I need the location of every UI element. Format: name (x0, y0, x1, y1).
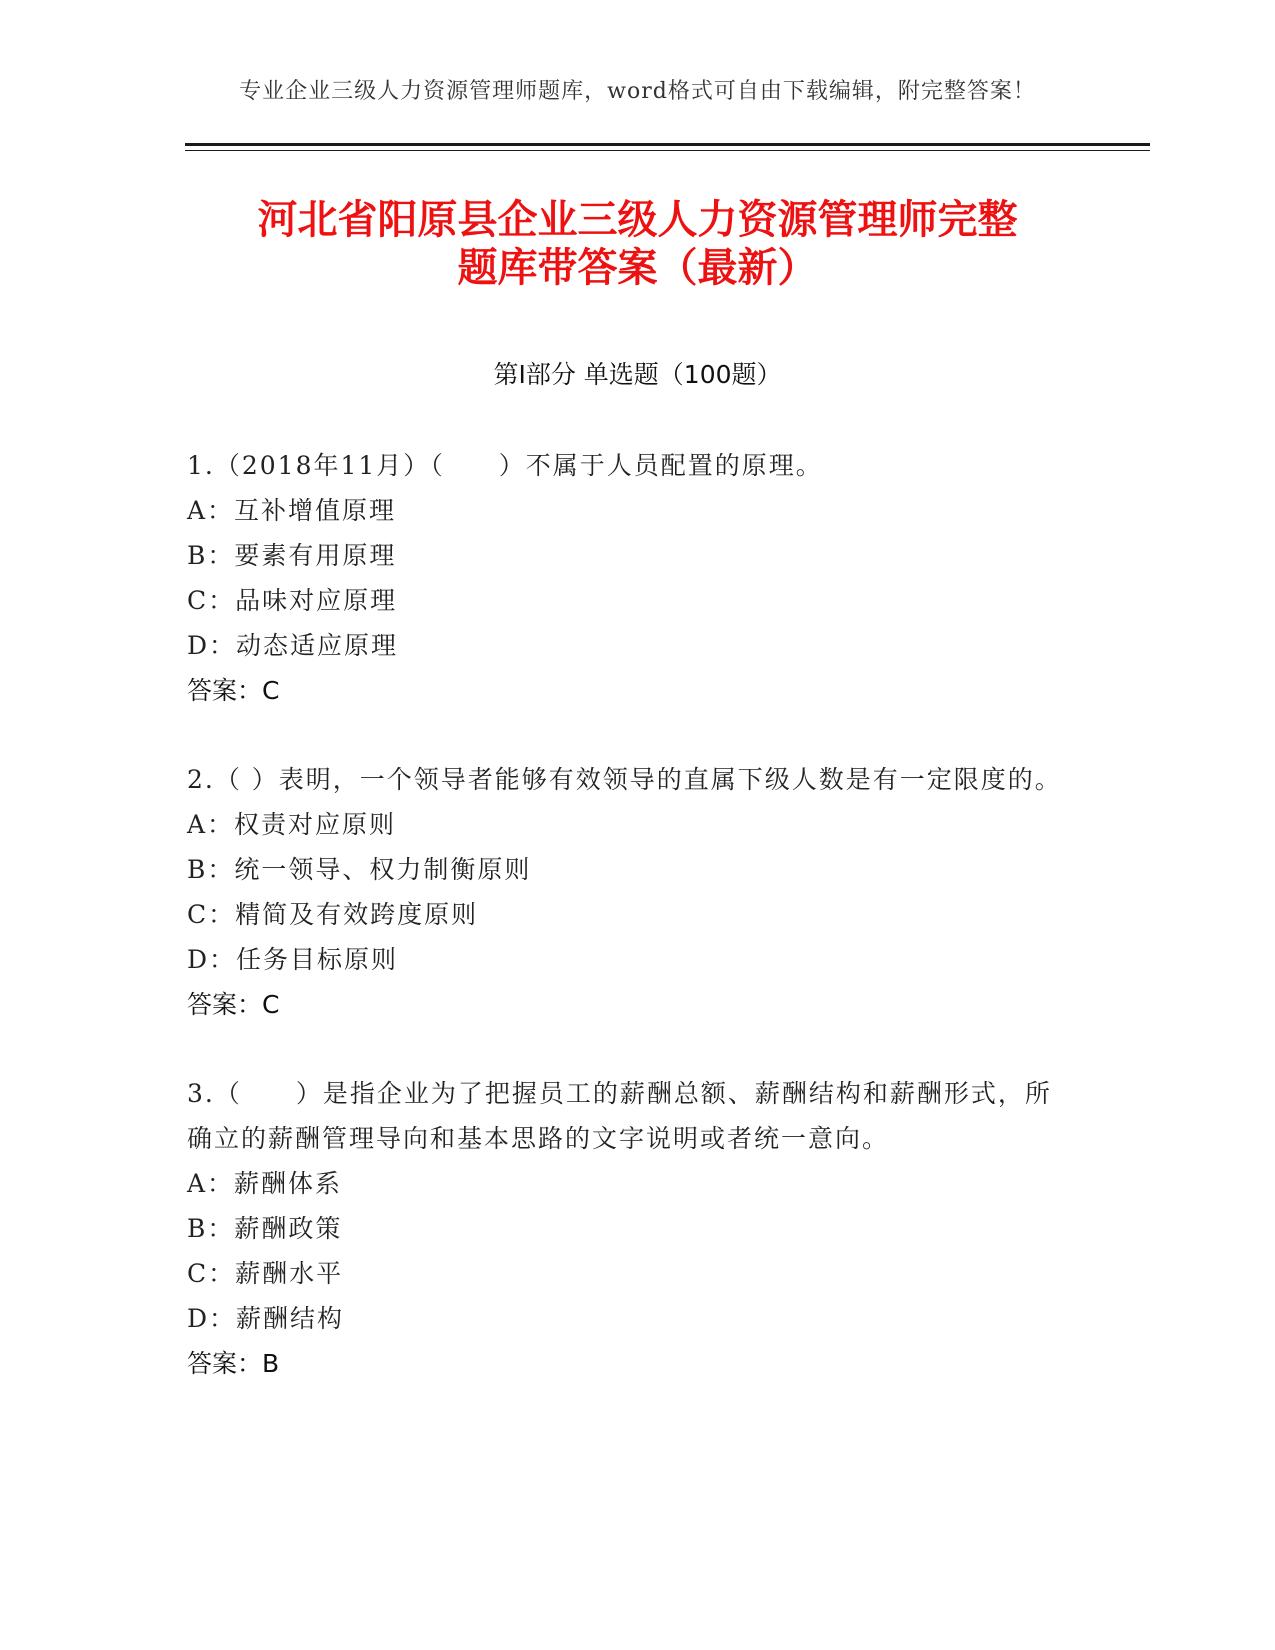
question-3-option-c: C：薪酬水平 (187, 1259, 344, 1288)
document-title (180, 196, 1095, 292)
question-2-answer: 答案：C (187, 990, 280, 1019)
question-3-text: 3.（ ）是指企业为了把握员工的薪酬总额、薪酬结构和薪酬形式，所确立的薪酬管理导向和基本思路的文字说明或者统一意向。 (187, 1079, 1052, 1153)
question-2-option-a: A：权责对应原则 (187, 810, 397, 839)
question-2-text: 2.（ ）表明，一个领导者能够有效领导的直属下级人数是有一定限度的。 (187, 765, 1062, 794)
question-1-answer: 答案：C (187, 676, 280, 705)
question-3-option-a: A：薪酬体系 (187, 1169, 343, 1198)
question-2-option-d: D：任务目标原则 (187, 945, 399, 974)
question-1-option-d: D：动态适应原理 (187, 631, 399, 660)
question-3 (187, 1071, 1077, 1386)
question-3-option-b: B：薪酬政策 (187, 1214, 343, 1243)
question-list (187, 443, 1077, 1386)
page-header-text: 专业企业三级人力资源管理师题库，word格式可自由下载编辑，附完整答案！ (239, 79, 1036, 104)
header-divider-thin (185, 150, 1150, 151)
document-title-line-1: 河北省阳原县企业三级人力资源管理师完整 (257, 197, 1018, 243)
question-3-answer: 答案：B (187, 1349, 280, 1378)
section-title: 第Ⅰ部分 单选题（100题） (493, 360, 782, 389)
question-3-option-d: D：薪酬结构 (187, 1304, 345, 1333)
question-2 (187, 757, 1077, 1027)
document-title-line-2: 题库带答案（最新） (457, 245, 818, 291)
question-1-option-b: B：要素有用原理 (187, 541, 397, 570)
question-1-option-a: A：互补增值原理 (187, 496, 397, 525)
question-1-text: 1.（2018年11月）（ ）不属于人员配置的原理。 (187, 451, 823, 480)
question-2-option-b: B：统一领导、权力制衡原则 (187, 855, 532, 884)
question-1 (187, 443, 1077, 713)
question-2-option-c: C：精简及有效跨度原则 (187, 900, 479, 929)
header-divider-thick (185, 143, 1150, 146)
question-1-option-c: C：品味对应原理 (187, 586, 398, 615)
